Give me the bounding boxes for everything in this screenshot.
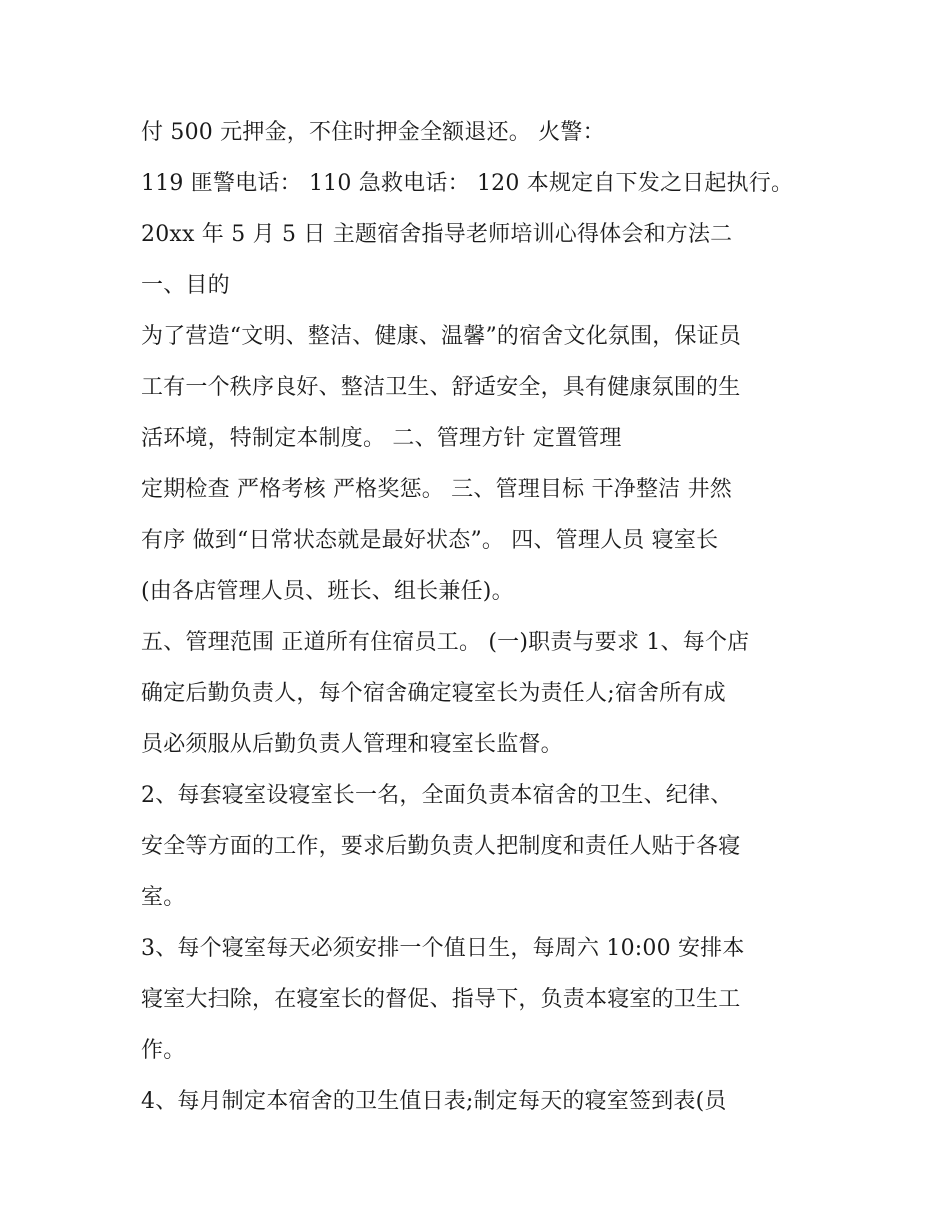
text-line-2: 119 匪警电话： 110 急救电话： 120 本规定自下发之日起执行。 [141, 171, 794, 196]
text-line-10: (由各店管理人员、班长、组长兼任)。 [141, 579, 514, 604]
text-line-15: 安全等方面的工作，要求后勤负责人把制度和责任人贴于各寝 [141, 834, 741, 859]
text-line-6: 工有一个秩序良好、整洁卫生、舒适安全，具有健康氛围的生 [141, 375, 741, 400]
text-line-17: 3、每个寝室每天必须安排一个值日生，每周六 10:00 安排本 [141, 936, 745, 961]
text-line-11: 五、管理范围 正道所有住宿员工。 (一)职责与要求 1、每个店 [141, 630, 750, 655]
text-line-9: 有序 做到“日常状态就是最好状态”。 四、管理人员 寝室长 [141, 528, 719, 553]
text-line-16: 室。 [141, 885, 186, 910]
text-line-1: 付 500 元押金，不住时押金全额退还。 火警： [141, 120, 605, 145]
text-line-12: 确定后勤负责人，每个宿舍确定寝室长为责任人;宿舍所有成 [141, 681, 726, 706]
text-line-3: 20xx 年 5 月 5 日 主题宿舍指导老师培训心得体会和方法二 [141, 222, 733, 247]
text-line-4: 一、目的 [141, 273, 230, 298]
document-body [141, 107, 821, 1127]
text-line-19: 作。 [141, 1038, 186, 1063]
text-line-7: 活环境，特制定本制度。 二、管理方针 定置管理 [141, 426, 622, 451]
text-line-8: 定期检查 严格考核 严格奖惩。 三、管理目标 干净整洁 井然 [141, 477, 732, 502]
text-line-13: 员必须服从后勤负责人管理和寝室长监督。 [141, 732, 563, 757]
text-line-14: 2、每套寝室设寝室长一名，全面负责本宿舍的卫生、纪律、 [141, 783, 733, 808]
text-line-20: 4、每月制定本宿舍的卫生值日表;制定每天的寝室签到表(员 [141, 1089, 727, 1114]
text-line-18: 寝室大扫除，在寝室长的督促、指导下，负责本寝室的卫生工 [141, 987, 741, 1012]
text-line-5: 为了营造“文明、整洁、健康、温馨”的宿舍文化氛围，保证员 [141, 324, 742, 349]
